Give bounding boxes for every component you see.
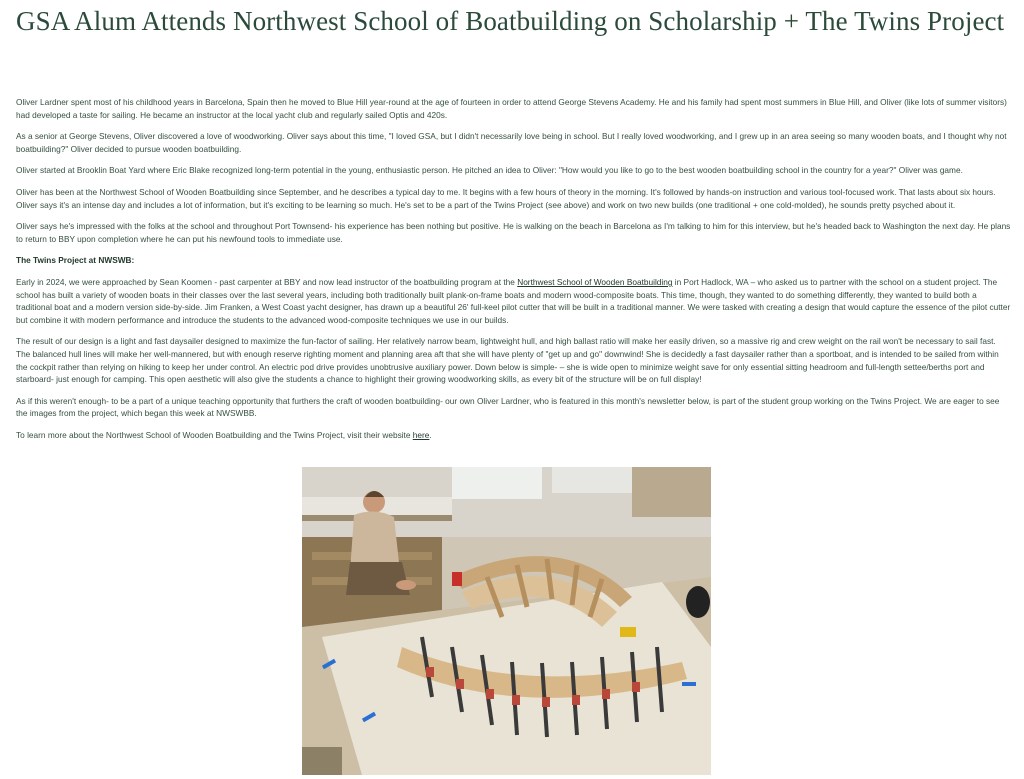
paragraph-text: Early in 2024, we were approached by Sean Koomen - past carpenter at BBY and now lead instructor of the boatbuilding program at the xyxy=(16,276,518,287)
paragraph-design: The result of our design is a light and fast daysailer designed to maximize the fun-factor of sailing. Her relatively narrow beam, lightweight hull, and high ballast ratio will make her easily driven, so a massive rig and crew weight on the rail won't be necessary to sail fast. The balanced hull lines will make her well-mannered, but with enough reserve righting moment and planning area aft that she will have plenty of "get up and go" downwind! She is decidedly a fast daysailer rather than a sportboat, and is intended to be sailed from within the cockpit rather than relying on hiking to keep her under control. An electric pod drive provides unobtrusive auxiliary power. Down below is simple- – she is wide open to minimize weight save for only essential sitting headroom and full-length settee/berths port and starboard- just enough for camping. This open aesthetic will also give the students a chance to highlight their growing woodworking skills, as every bit of the structure will be on full display! xyxy=(16,336,999,385)
paragraph-intro: Oliver Lardner spent most of his childhood years in Barcelona, Spain then he moved to Blue Hill year-round at the age of fourteen in order to attend George Stevens Academy. He and his family had spent most summers in Blue Hill, and Oliver (like lots of summer visitors) had developed a taste for sailing. He became an instructor at the local yacht club and regularly sailed Optis and 420s. xyxy=(16,97,1007,120)
paragraph-twins-project xyxy=(16,276,1012,326)
website-here-link[interactable]: here xyxy=(412,429,430,440)
paragraph-oliver-part: As if this weren't enough- to be a part of a unique teaching opportunity that furthers the craft of wooden boatbuilding- our own Oliver Lardner, who is featured in this month's newsletter below, is part of the student group working on the Twins Project. We are eager to see the images from the project, which began this week at NWSWBB. xyxy=(16,395,1000,419)
paragraph-text: To learn more about the Northwest School of Wooden Boatbuilding and the Twins Project, visit their website xyxy=(16,429,413,440)
paragraph-senior-year: As a senior at George Stevens, Oliver discovered a love of woodworking. Oliver says about this time, "I loved GSA, but I didn't necessarily love being in school. But I really loved woodworking, and I grew up in an area seeing so many wooden boats, and I thought why not boatbuilding?" Oliver decided to pursue wooden boatbuilding. xyxy=(16,131,1007,154)
article-body xyxy=(16,96,1012,450)
paragraph-learn-more xyxy=(16,429,1012,442)
nwswb-link[interactable]: Northwest School of Wooden Boatbuilding xyxy=(517,276,673,287)
paragraph-typical-day: Oliver has been at the Northwest School of Wooden Boatbuilding since September, and he describes a typical day to me. It begins with a few hours of theory in the morning. It's followed by hands-on instruction and various tool-focused work. That lasts about six hours. Oliver says it's an intense day and includes a lot of information, but it's exciting to be learning so much. He's set to be a part of the Twins Project (see above) and work on two new builds (one traditional + one cold-molded), he sounds pretty psyched about it. xyxy=(16,186,996,210)
paragraph-text: . xyxy=(429,429,432,440)
paragraph-text: in Port Hadlock, WA – who asked us to partner with the school on a student project. The school has built a variety of wooden boats in their classes over the last several years, including both traditionally built plank-on-frame boats and modern wood-composite boats. This time, though, they wanted to do something differently, they wanted to build both a traditional boat and a modern version side-by-side. Jim Franken, a West Coast yacht designer, has drawn up a beautiful 26' full-keel pilot cutter that will be built in a traditional manner. We were tasked with creating a design that would capture the essence of the pilot cutter but combine it with modern performance and introduce the students to the advanced wood-composite techniques we use in our builds. xyxy=(16,276,1011,325)
workshop-photo-illustration xyxy=(302,467,711,775)
article-title: GSA Alum Attends Northwest School of Boatbuilding on Scholarship + The Twins Project xyxy=(16,6,1005,36)
paragraph-port-townsend: Oliver says he's impressed with the folks at the school and throughout Port Townsend- his experience has been nothing but positive. He is walking on the beach in Barcelona as I'm talking to him for this interview, but he's headed back to Washington the next day. He plans to return to BBY upon completion where he can put his newfound tools to immediate use. xyxy=(16,221,1011,244)
workshop-photo xyxy=(302,467,711,775)
paragraph-brooklin: Oliver started at Brooklin Boat Yard where Eric Blake recognized long-term potential in the young, enthusiastic person. He pitched an idea to Oliver: "How would you like to go to the best wooden boatbuilding school in the country for a year?" Oliver was game. xyxy=(16,165,963,176)
section-subheading: The Twins Project at NWSWB: xyxy=(16,255,135,266)
